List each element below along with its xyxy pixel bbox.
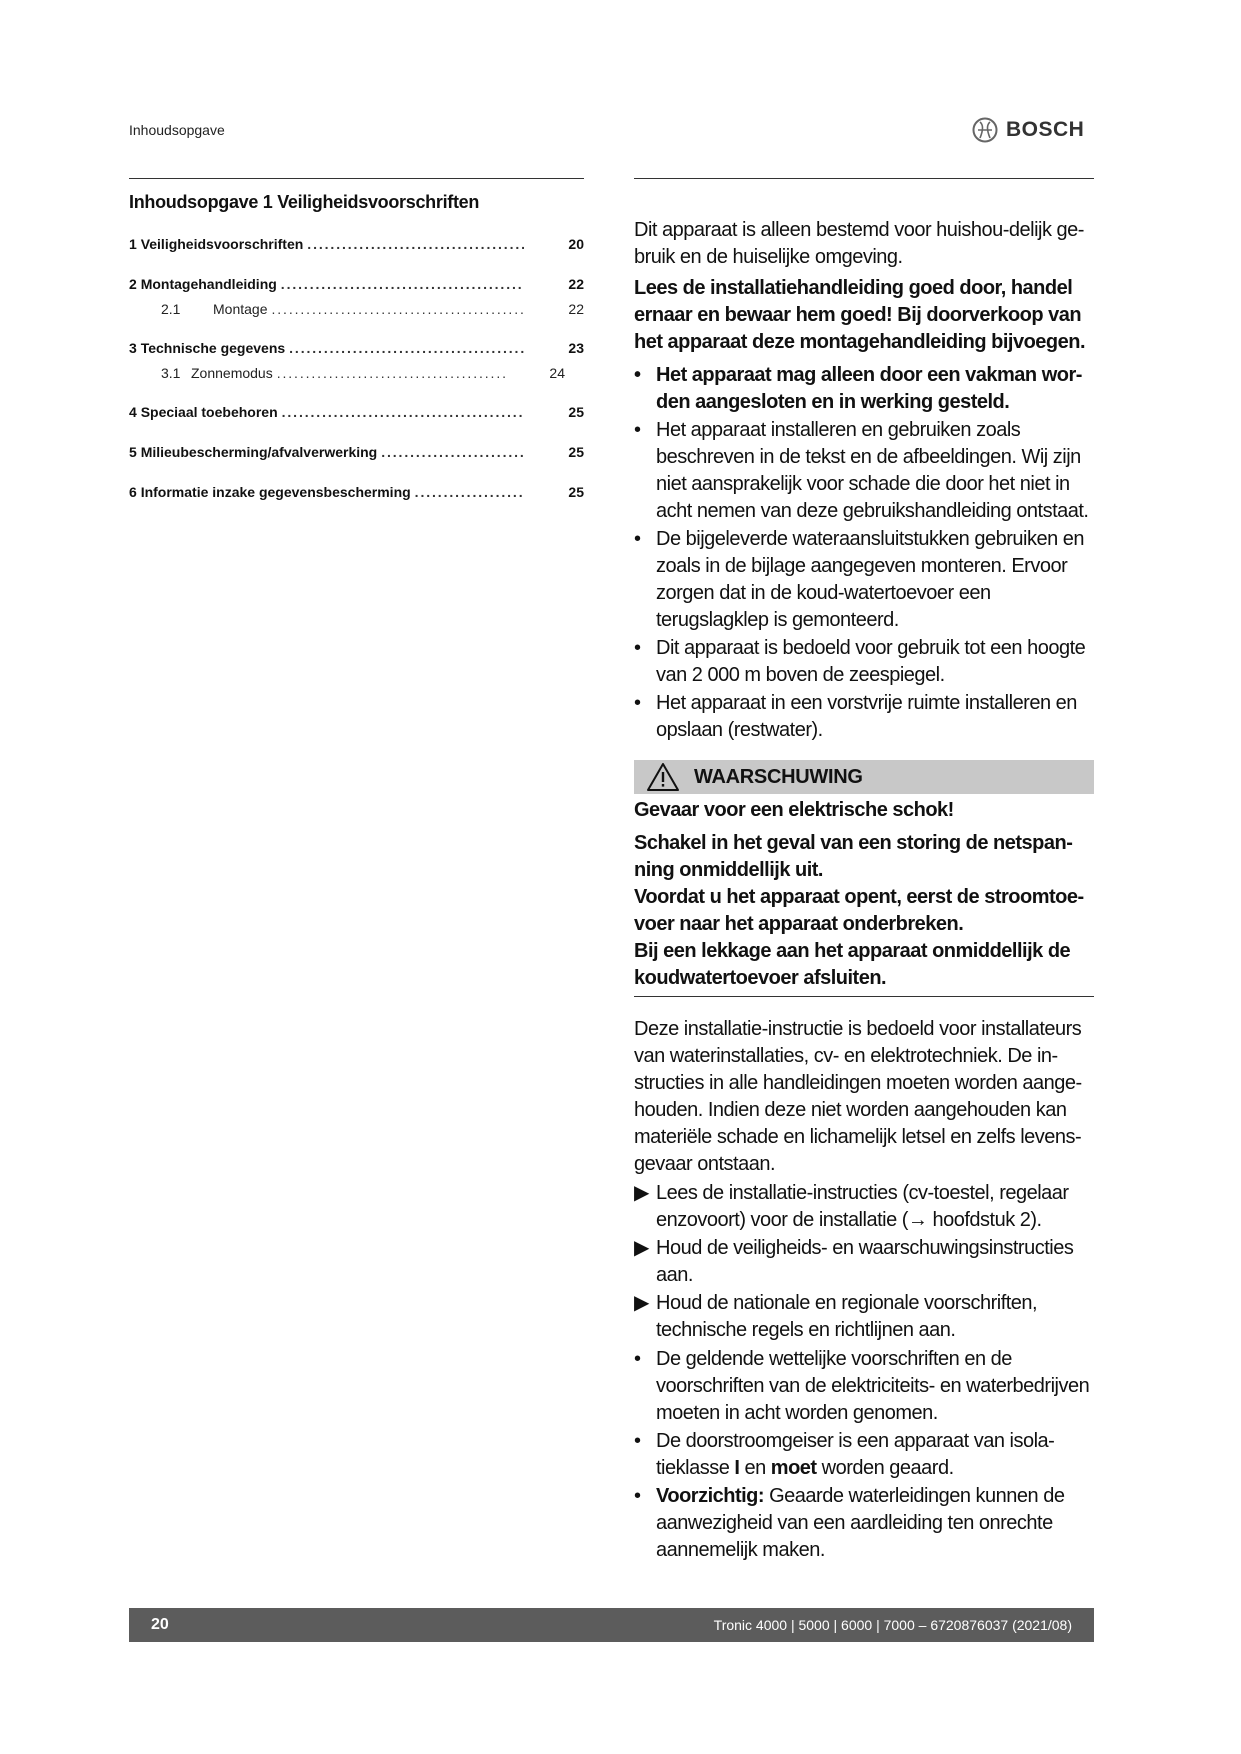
list-item — [634, 1428, 1094, 1482]
toc-entry[interactable] — [129, 276, 584, 292]
list-item — [634, 690, 1094, 744]
list-item — [634, 417, 1094, 525]
toc-entry-page: 20 — [568, 236, 584, 252]
toc-entry-label: Zonnemodus — [191, 365, 273, 381]
toc-entry-number: 1 — [129, 236, 137, 252]
list-item-text: worden geaard. — [816, 1457, 954, 1479]
toc-entry-label: Veiligheidsvoorschriften — [140, 236, 304, 252]
intro-bold-paragraph: Lees de installatiehandleiding goed door, handel ernaar en bewaar hem goed! Bij doorverkoop van het apparaat deze montagehandleiding bijvoegen. — [634, 277, 1086, 353]
toc-entry[interactable] — [129, 404, 584, 420]
warning-body — [634, 797, 1094, 992]
page-footer — [129, 1608, 1094, 1642]
list-item-text: Lees de installatie-instructies (cv-toestel, regelaar enzovoort) voor de installatie (→ hoofdstuk 2). — [656, 1182, 1069, 1231]
list-item-text: De bijgeleverde wateraansluitstukken gebruiken en zoals in de bijlage aangegeven monteren. Ervoor zorgen dat in de koud-watertoevoer een terugslagklep is gemonteerd. — [656, 528, 1084, 631]
list-item — [634, 635, 1094, 689]
brand-name: BOSCH — [1006, 118, 1085, 141]
bullet-icon: • — [634, 419, 641, 441]
list-item-text: Houd de nationale en regionale voorschriften, technische regels en richtlijnen aan. — [656, 1292, 1038, 1341]
toc-top-rule — [129, 178, 584, 179]
warning-line: Bij een lekkage aan het apparaat onmiddellijk de koudwatertoevoer afsluiten. — [634, 940, 1071, 989]
list-item-text: Dit apparaat is bedoeld voor gebruik tot een hoogte van 2 000 m boven de zeespiegel. — [656, 637, 1086, 686]
list-item-text: en — [739, 1457, 771, 1479]
toc-entry[interactable] — [129, 340, 584, 356]
bullet-icon: • — [634, 1430, 641, 1452]
bullet-icon: • — [634, 1348, 641, 1370]
list-item — [634, 1235, 1094, 1289]
toc-entry-label: Speciaal toebehoren — [140, 404, 278, 420]
action-arrow-icon: ▶ — [634, 1237, 649, 1259]
list-item — [634, 1290, 1094, 1344]
safety-intro-block — [634, 217, 1094, 745]
warning-bottom-rule — [634, 996, 1094, 997]
toc-entry-number: 3 — [129, 340, 137, 356]
toc-entry[interactable] — [129, 444, 584, 460]
toc-entry-page: 24 — [549, 365, 565, 381]
toc-entry-page: 22 — [568, 301, 584, 317]
toc-entry-page: 22 — [568, 276, 584, 292]
list-item — [634, 1180, 1094, 1234]
toc-entry[interactable] — [129, 484, 584, 500]
list-item — [634, 1346, 1094, 1427]
list-item-text: Het apparaat in een vorstvrije ruimte installeren en opslaan (restwater). — [656, 692, 1077, 741]
intro-paragraph: Dit apparaat is alleen bestemd voor huishou-delijk ge-bruik en de huiselijke omgeving. — [634, 219, 1084, 268]
toc-entry-label: Montage — [213, 301, 268, 317]
list-item — [634, 1483, 1094, 1564]
bosch-armature-icon — [972, 117, 998, 143]
list-item-text: Geaarde waterleidingen kunnen de aanwezigheid van een aardleiding ten onrechte aannemelijk maken. — [656, 1485, 1065, 1561]
action-arrow-icon: ▶ — [634, 1292, 649, 1314]
toc-entry[interactable] — [161, 301, 584, 317]
toc-entry-page: 25 — [568, 444, 584, 460]
caution-label: Voorzichtig: — [656, 1485, 765, 1507]
warning-label: WAARSCHUWING — [694, 765, 863, 788]
bullet-icon: • — [634, 528, 641, 550]
page-number: 20 — [151, 1616, 169, 1633]
content-top-rule — [634, 178, 1094, 179]
toc-entry-label: Milieubescherming/afvalverwerking — [140, 444, 378, 460]
section-header-label: Inhoudsopgave — [129, 122, 225, 138]
toc-entry-number: 4 — [129, 404, 137, 420]
toc-entry-label: Informatie inzake gegevensbescherming — [140, 484, 411, 500]
warning-line: Voordat u het apparaat opent, eerst de stroomtoe-voer naar het apparaat onderbreken. — [634, 886, 1084, 935]
warning-triangle-icon — [646, 762, 680, 792]
list-item-text: Het apparaat mag alleen door een vakman wor-den aangesloten en in werking gesteld. — [656, 364, 1082, 413]
toc-entry-page: 25 — [568, 404, 584, 420]
requirements-list — [634, 1346, 1094, 1564]
toc-entry-label: Montagehandleiding — [140, 276, 277, 292]
toc-title: Inhoudsopgave 1 Veiligheidsvoorschriften — [129, 192, 480, 212]
toc-entry-page: 25 — [568, 484, 584, 500]
toc-entry-number: 2.1 — [161, 301, 181, 317]
toc-entry-page: 23 — [568, 340, 584, 356]
list-item — [634, 362, 1094, 416]
list-item-text: De doorstroomgeiser is een apparaat van isola-tieklasse — [656, 1430, 1055, 1479]
list-item-text: De geldende wettelijke voorschriften en de voorschriften van de elektriciteits- en waterbedrijven moeten in acht worden genomen. — [656, 1348, 1090, 1424]
list-item-text: Het apparaat installeren en gebruiken zoals beschreven in de tekst en de afbeeldingen. Wij zijn niet aansprakelijk voor schade die door het niet in acht nemen van deze gebruikshandleiding ontstaat. — [656, 419, 1089, 522]
toc-entry[interactable] — [129, 236, 584, 252]
installer-block — [634, 1016, 1094, 1565]
emphasis-text: moet — [770, 1457, 817, 1479]
bullet-icon: • — [634, 1485, 641, 1507]
document-reference: Tronic 4000 | 5000 | 6000 | 7000 – 6720876037 (2021/08) — [713, 1617, 1072, 1633]
action-arrow-icon: ▶ — [634, 1182, 649, 1204]
toc-entry-number: 2 — [129, 276, 137, 292]
warning-header-bar — [634, 760, 1094, 794]
safety-bullet-list — [634, 362, 1094, 744]
list-item-text: Houd de veiligheids- en waarschuwingsinstructies aan. — [656, 1237, 1074, 1286]
toc-entry-number: 5 — [129, 444, 137, 460]
toc-entry[interactable] — [161, 365, 565, 381]
warning-line: Schakel in het geval van een storing de netspan-ning onmiddellijk uit. — [634, 832, 1073, 881]
isolation-class: I — [734, 1457, 740, 1479]
toc-entry-number: 6 — [129, 484, 137, 500]
bosch-logo — [972, 117, 1084, 143]
toc-entry-number: 3.1 — [161, 365, 181, 381]
installer-paragraph: Deze installatie-instructie is bedoeld voor installateurs van waterinstallaties, cv- en elektrotechniek. De in-structies in alle handleidingen moeten worden aange-houden. Indien deze niet worden aangehouden kan materiële schade en lichamelijk letsel en zelfs levens-gevaar ontstaan. — [634, 1018, 1082, 1175]
bullet-icon: • — [634, 692, 641, 714]
bullet-icon: • — [634, 364, 641, 386]
warning-heading: Gevaar voor een elektrische schok! — [634, 799, 954, 821]
toc-entry-label: Technische gegevens — [140, 340, 286, 356]
list-item — [634, 526, 1094, 634]
action-list — [634, 1180, 1094, 1344]
bullet-icon: • — [634, 637, 641, 659]
